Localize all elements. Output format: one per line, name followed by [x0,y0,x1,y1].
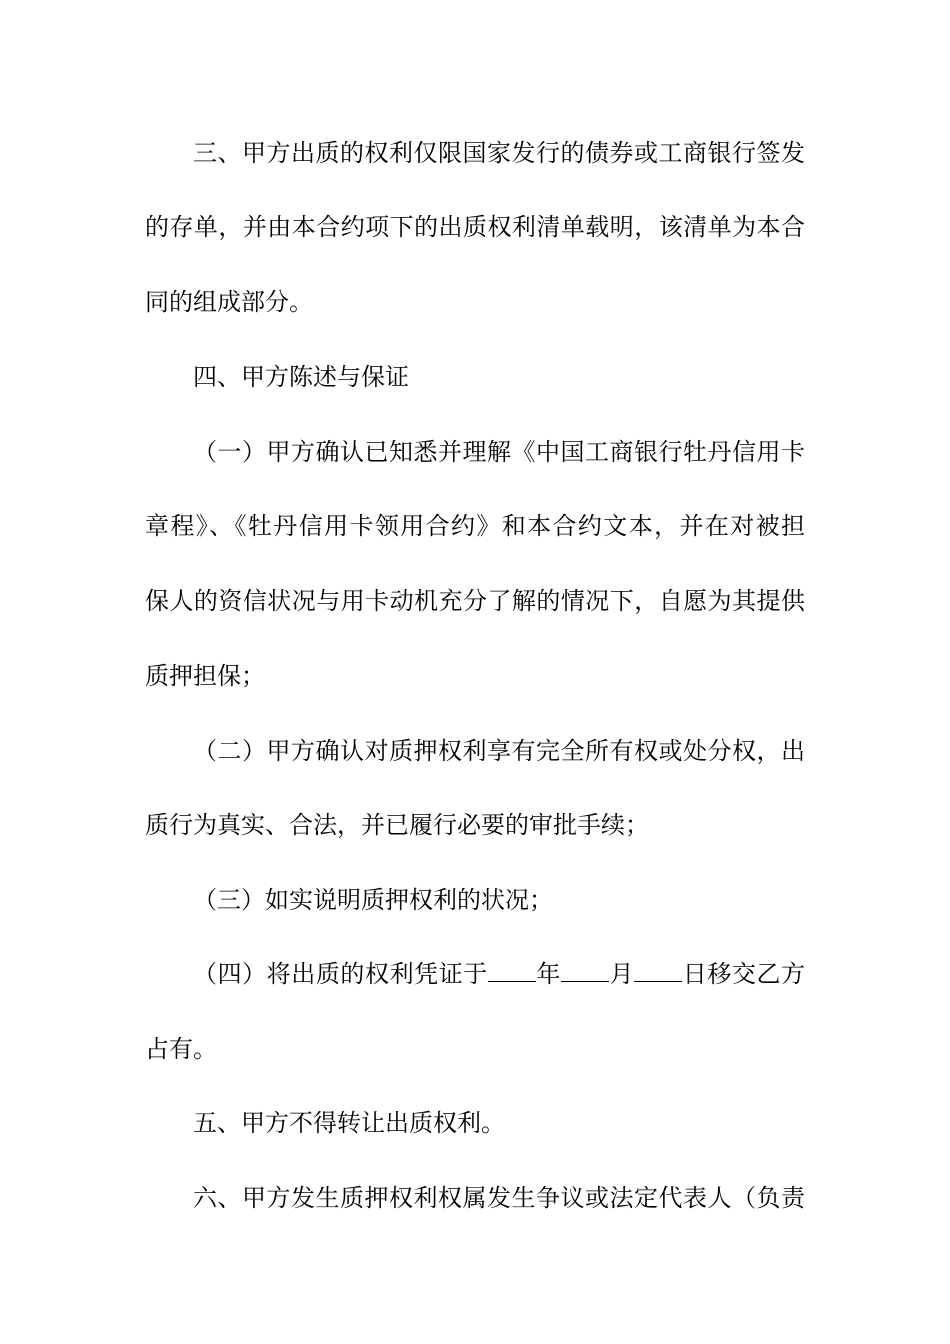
paragraph-line: 的存单，并由本合约项下的出质权利清单载明，该清单为本合 [145,213,805,241]
paragraph-line: 质押担保； [145,662,265,690]
transfer-prefix: （四）将出质的权利凭证于 [193,960,488,988]
paragraph-line: 保人的资信状况与用卡动机充分了解的情况下，自愿为其提供 [145,587,805,615]
month-label: 月 [609,960,635,988]
year-blank [488,980,536,982]
paragraph-line: 三、甲方出质的权利仅限国家发行的债券或工商银行签发 [193,139,805,167]
paragraph-line: （一）甲方确认已知悉并理解《中国工商银行牡丹信用卡 [193,438,805,466]
paragraph-line: 质行为真实、合法，并已履行必要的审批手续； [145,811,649,839]
month-blank [561,980,609,982]
paragraph-line: （三）如实说明质押权利的状况； [193,886,553,914]
day-blank [634,980,682,982]
paragraph-line: 六、甲方发生质押权利权属发生争议或法定代表人（负责 [193,1184,805,1212]
year-label: 年 [535,960,562,988]
paragraph-line: （二）甲方确认对质押权利享有完全所有权或处分权，出 [193,737,805,765]
paragraph-line: 同的组成部分。 [145,288,313,316]
section-heading: 四、甲方陈述与保证 [193,363,409,391]
paragraph-line: 五、甲方不得转让出质权利。 [193,1109,505,1137]
transfer-date-line [193,959,805,989]
paragraph-line: 章程》、《牡丹信用卡领用合约》和本合约文本，并在对被担 [145,512,805,540]
transfer-suffix: 日移交乙方 [682,960,806,988]
paragraph-line: 占有。 [145,1035,217,1063]
